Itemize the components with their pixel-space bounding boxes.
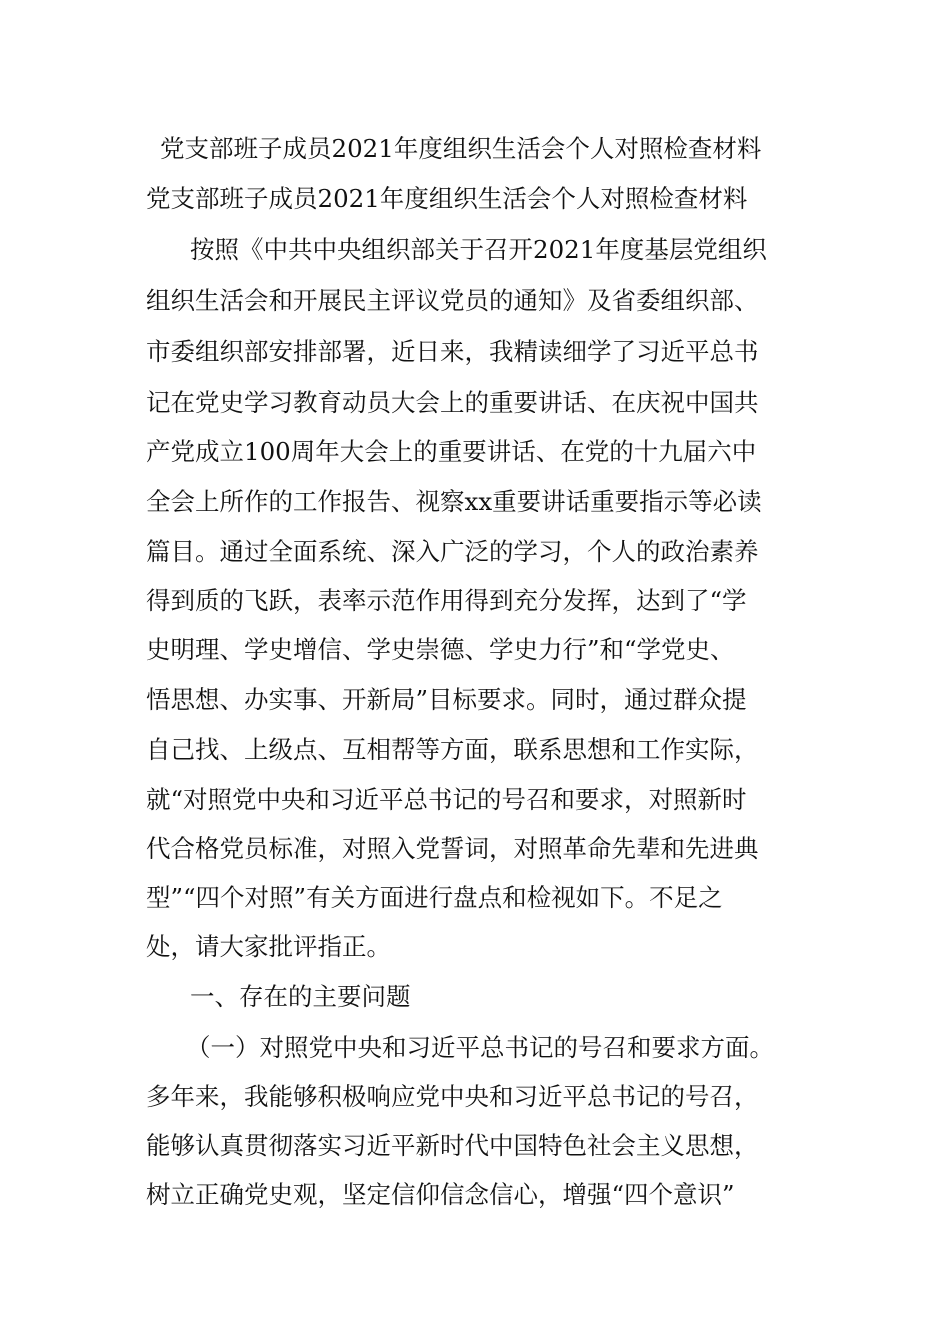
intro-line: 得到质的飞跃，表率示范作用得到充分发挥，达到了“学 <box>146 586 747 615</box>
section-heading: 一、存在的主要问题 <box>190 982 411 1011</box>
subsection-heading: （一）对照党中央和习近平总书记的号召和要求方面。 <box>186 1033 774 1062</box>
intro-line: 就“对照党中央和习近平总书记的号召和要求，对照新时 <box>146 785 747 814</box>
intro-line: 产党成立100周年大会上的重要讲话、在党的十九届六中 <box>146 437 757 466</box>
document-title-repeat: 党支部班子成员2021年度组织生活会个人对照检查材料 <box>146 184 748 213</box>
intro-line: 记在党史学习教育动员大会上的重要讲话、在庆祝中国共 <box>146 388 759 417</box>
intro-line: 代合格党员标准，对照入党誓词，对照革命先辈和先进典 <box>146 834 759 863</box>
intro-line: 篇目。通过全面系统、深入广泛的学习，个人的政治素养 <box>146 537 759 566</box>
intro-line: 悟思想、办实事、开新局”目标要求。同时，通过群众提 <box>146 685 747 714</box>
intro-line: 市委组织部安排部署，近日来，我精读细学了习近平总书 <box>146 337 759 366</box>
intro-line: 自己找、上级点、互相帮等方面，联系思想和工作实际， <box>146 735 759 764</box>
intro-line: 处，请大家批评指正。 <box>146 932 391 961</box>
intro-line: 组织生活会和开展民主评议党员的通知》及省委组织部、 <box>146 286 759 315</box>
intro-line: 史明理、学史增信、学史崇德、学史力行”和“学党史、 <box>146 635 735 664</box>
intro-line: 型”“四个对照”有关方面进行盘点和检视如下。不足之 <box>146 883 723 912</box>
body-line: 能够认真贯彻落实习近平新时代中国特色社会主义思想， <box>146 1131 759 1160</box>
intro-line: 按照《中共中央组织部关于召开2021年度基层党组织 <box>190 235 767 264</box>
intro-line: 全会上所作的工作报告、视察xx重要讲话重要指示等必读 <box>146 487 762 516</box>
document-title: 党支部班子成员2021年度组织生活会个人对照检查材料 <box>160 134 762 163</box>
body-line: 多年来，我能够积极响应党中央和习近平总书记的号召， <box>146 1082 759 1111</box>
body-line: 树立正确党史观，坚定信仰信念信心，增强“四个意识” <box>146 1180 735 1209</box>
